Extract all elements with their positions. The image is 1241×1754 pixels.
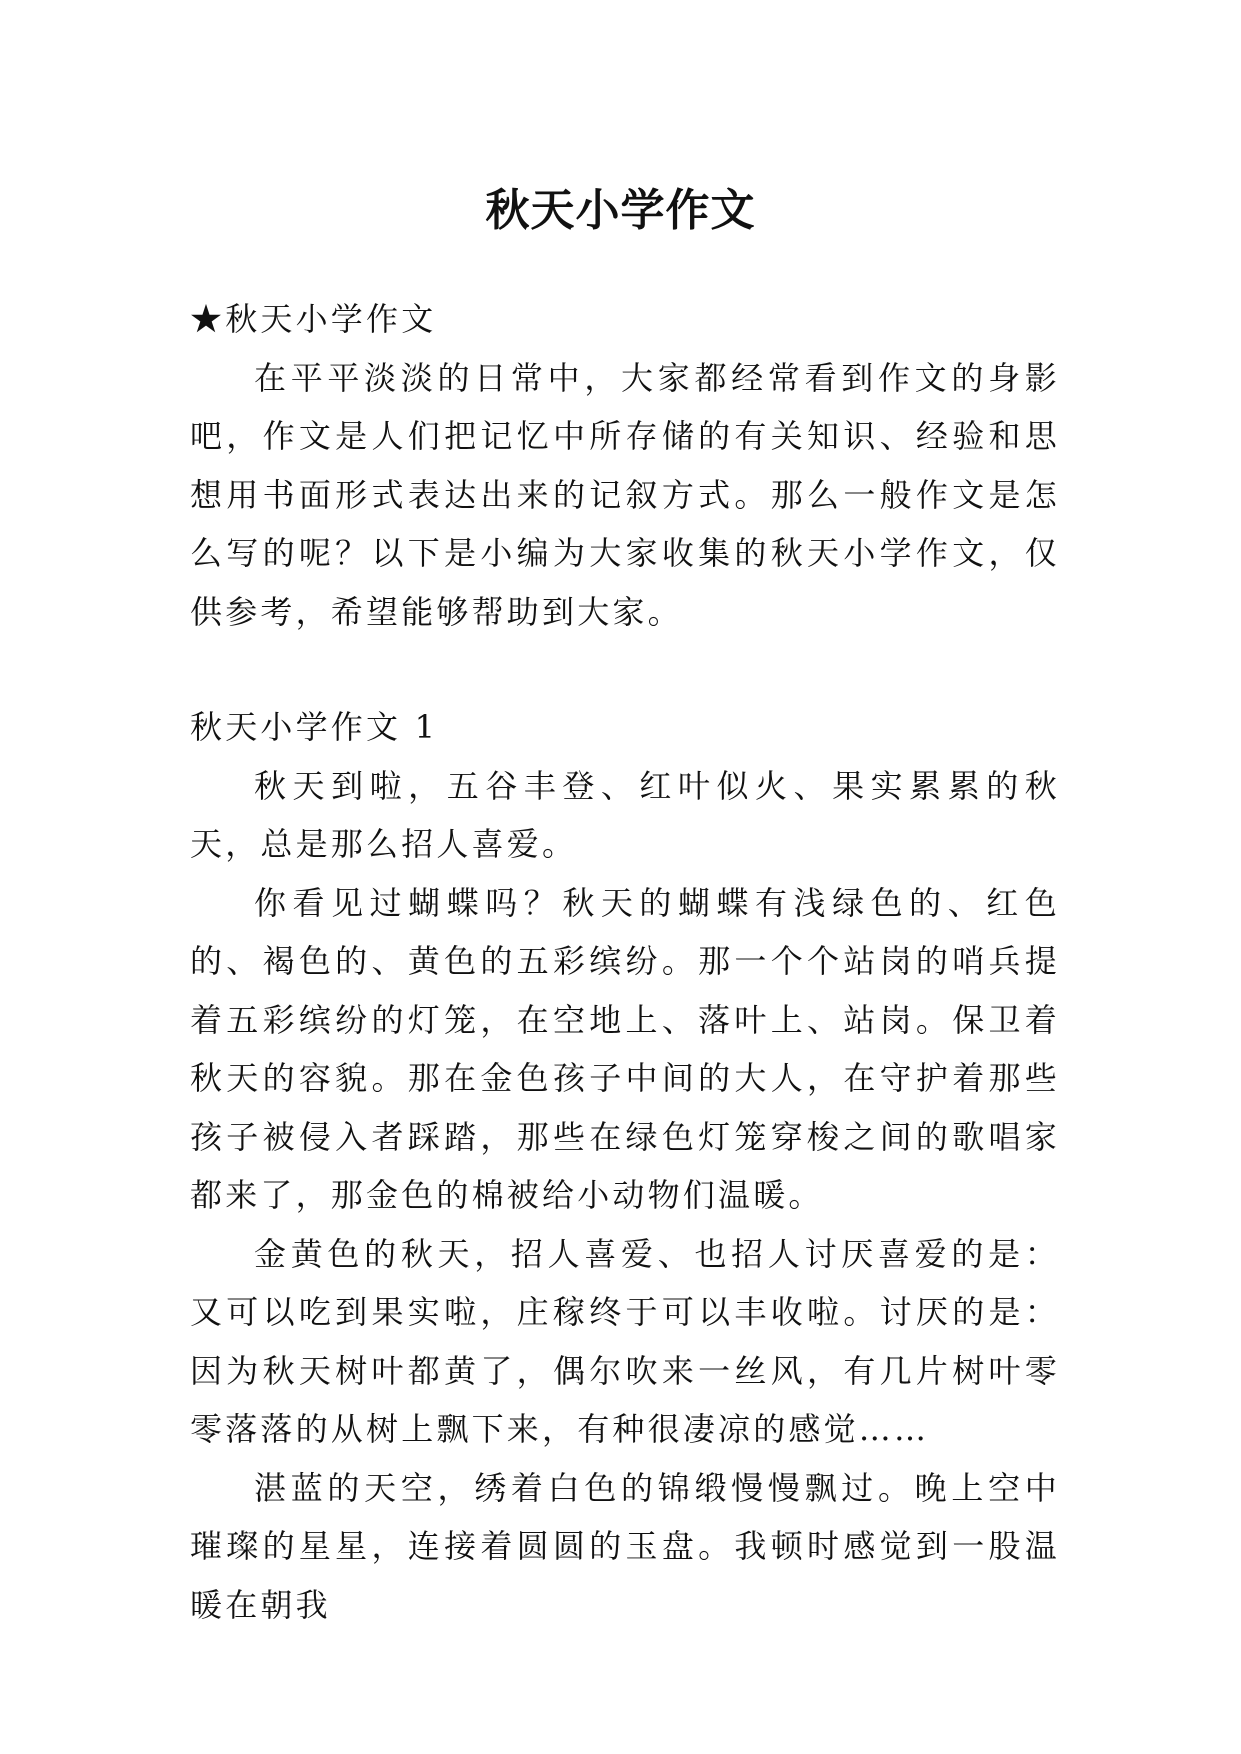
- body-paragraph: 秋天到啦，五谷丰登、红叶似火、果实累累的秋天，总是那么招人喜爱。: [190, 766, 1060, 863]
- section-heading: 秋天小学作文 1: [190, 708, 439, 746]
- body-paragraph: 你看见过蝴蝶吗？秋天的蝴蝶有浅绿色的、红色的、褐色的、黄色的五彩缤纷。那一个个站岗的哨兵提着五彩缤纷的灯笼，在空地上、落叶上、站岗。保卫着秋天的容貌。那在金色孩子中间的大人，在守护着那些孩子被侵入者踩踏，那些在绿色灯笼穿梭之间的歌唱家都来了，那金色的棉被给小动物们温暖。: [190, 883, 1060, 1214]
- intro-paragraph: 在平平淡淡的日常中，大家都经常看到作文的身影吧，作文是人们把记忆中所存储的有关知识、经验和思想用书面形式表达出来的记叙方式。那么一般作文是怎么写的呢？以下是小编为大家收集的秋天小学作文，仅供参考，希望能够帮助到大家。: [190, 358, 1060, 631]
- section-spacer: [190, 641, 1060, 698]
- body-paragraph: 金黄色的秋天，招人喜爱、也招人讨厌喜爱的是：又可以吃到果实啦，庄稼终于可以丰收啦。讨厌的是：因为秋天树叶都黄了，偶尔吹来一丝风，有几片树叶零零落落的从树上飘下来，有种很凄凉的感觉……: [190, 1234, 1060, 1448]
- body-paragraph: 湛蓝的天空，绣着白色的锦缎慢慢飘过。晚上空中璀璨的星星，连接着圆圆的玉盘。我顿时感觉到一股温暖在朝我: [190, 1468, 1060, 1624]
- intro-heading: ★秋天小学作文: [190, 300, 437, 338]
- document-body: [190, 290, 1060, 1634]
- document-title: 秋天小学作文: [485, 185, 756, 237]
